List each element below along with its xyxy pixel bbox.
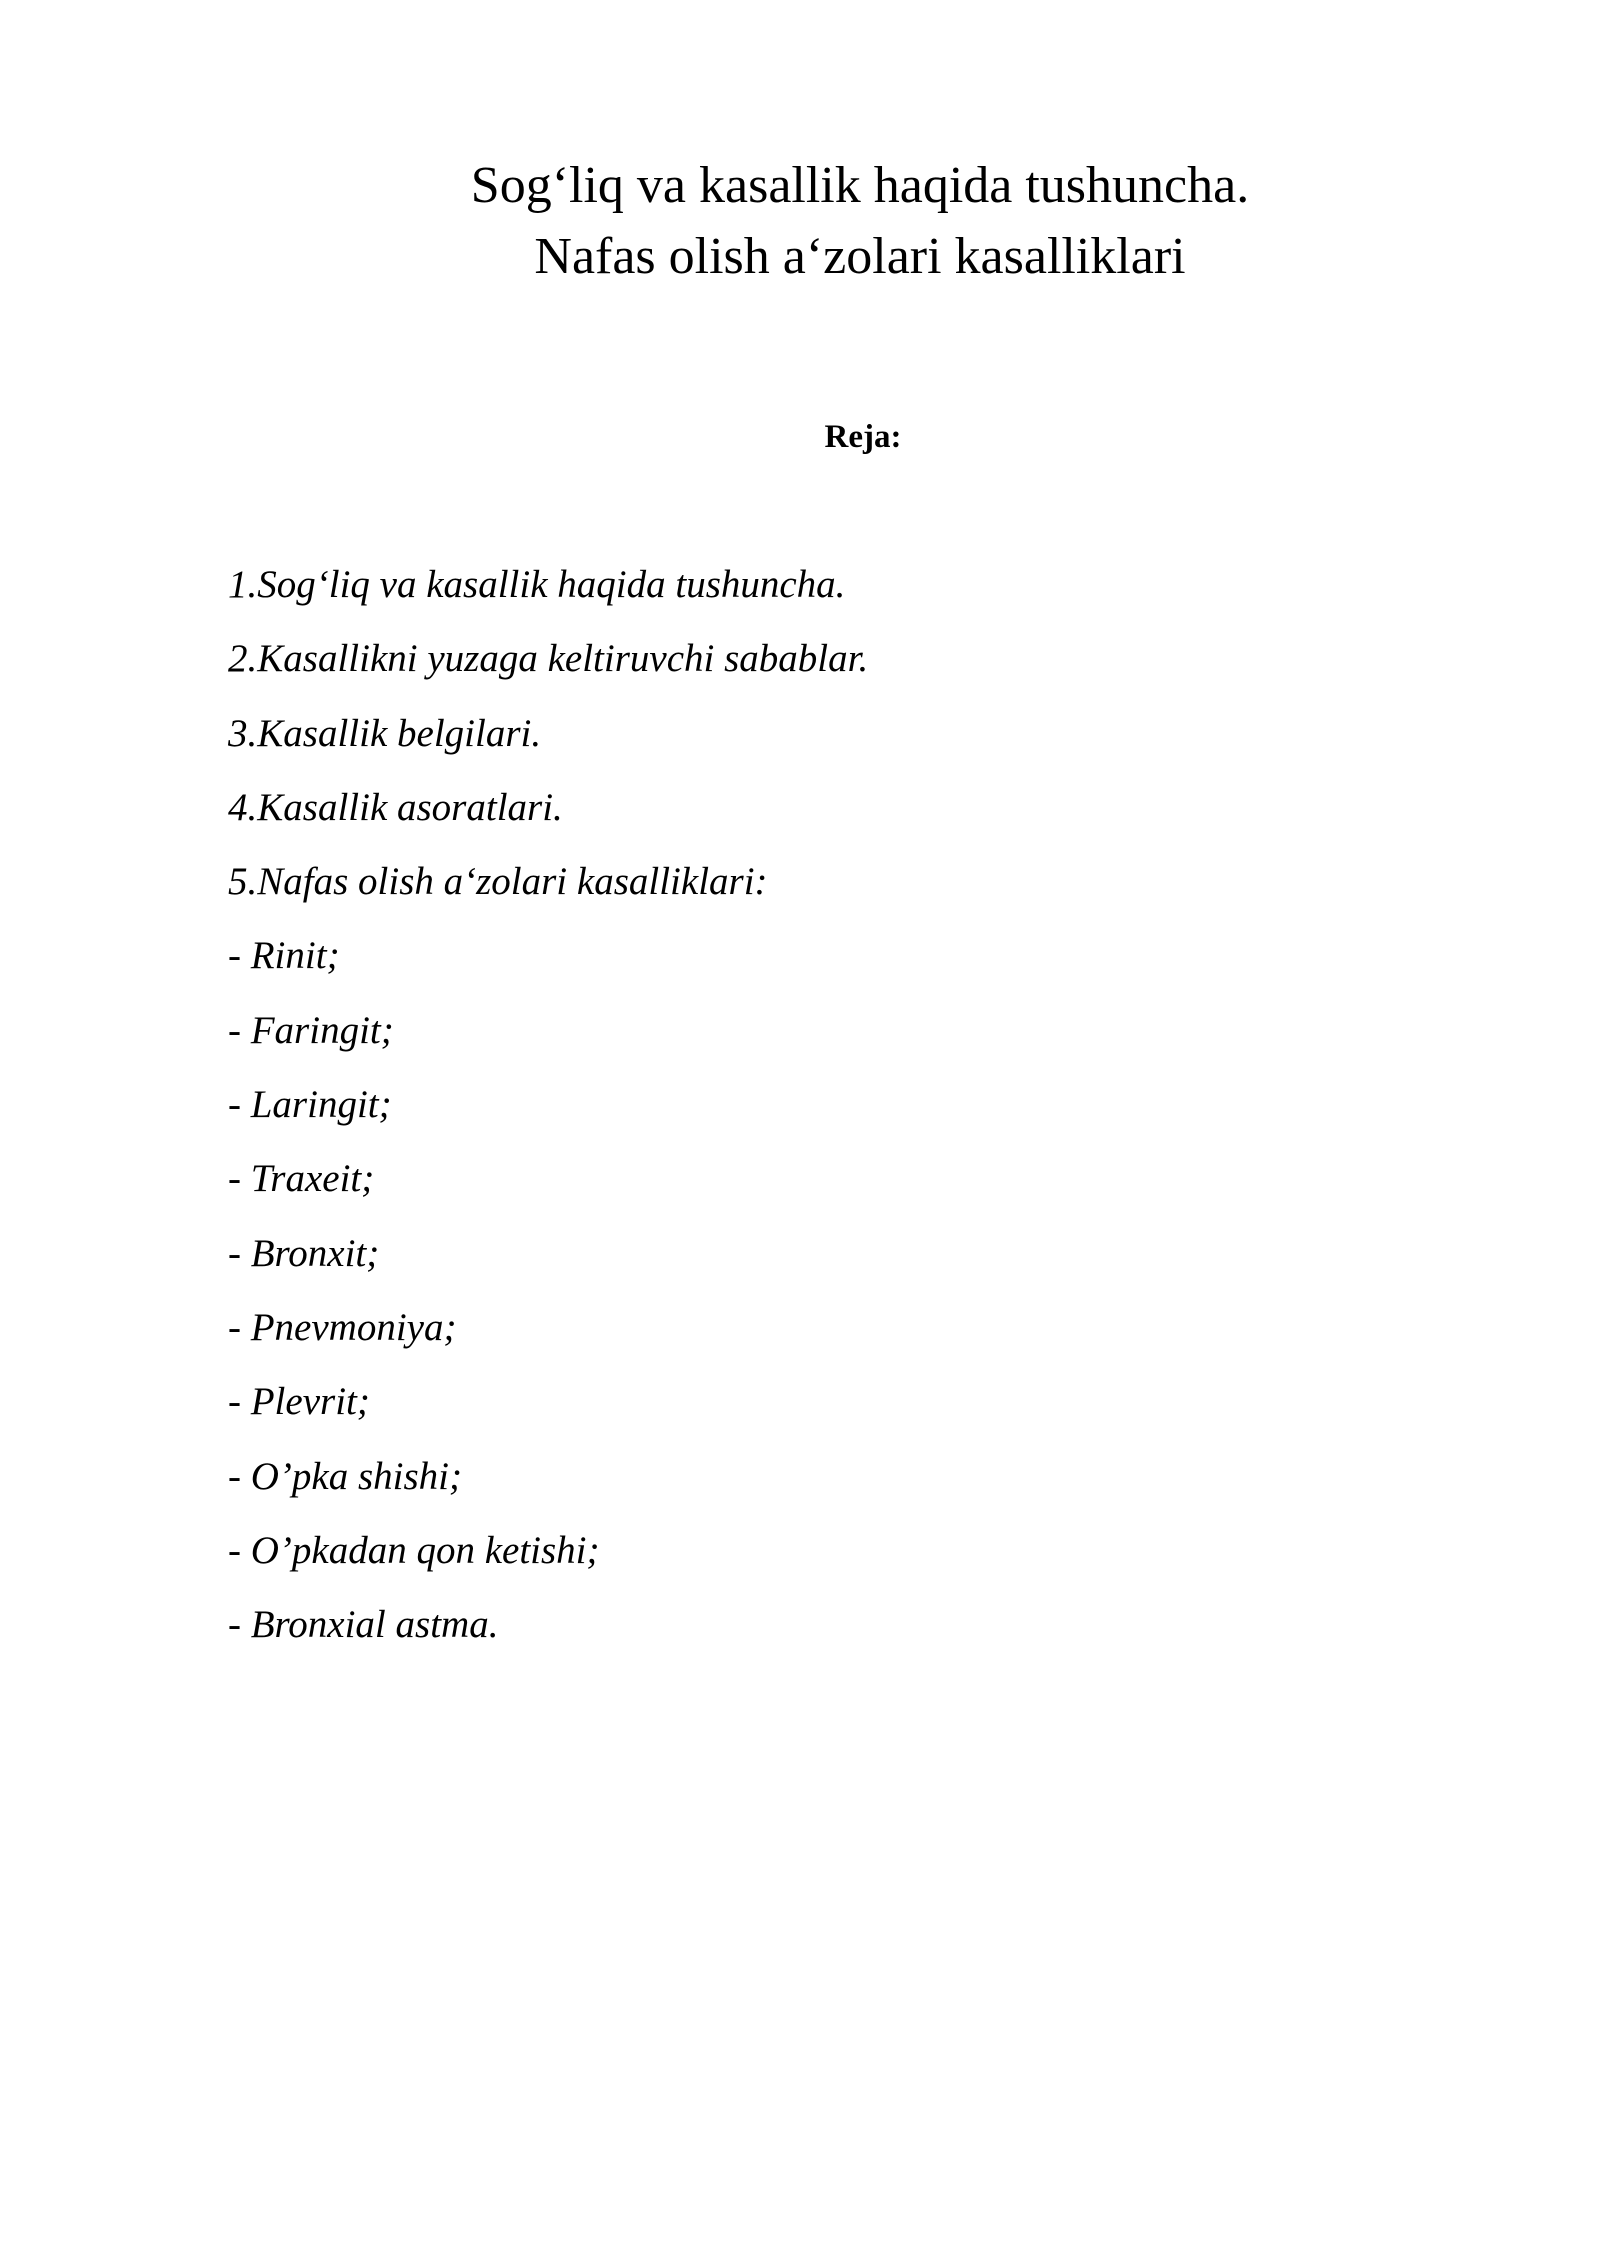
document-title xyxy=(380,150,1340,292)
plan-item: - Traxeit; xyxy=(228,1157,375,1201)
plan-item: 3.Kasallik belgilari. xyxy=(228,711,542,755)
plan-item: 4.Kasallik asoratlari. xyxy=(228,785,563,829)
plan-item: 1.Sog‘liq va kasallik haqida tushuncha. xyxy=(228,563,846,606)
title-line: Nafas olish a‘zolari kasalliklari xyxy=(534,228,1186,285)
plan-list xyxy=(228,548,868,1662)
plan-item: - Bronxit; xyxy=(228,1231,380,1275)
title-line: Sog‘liq va kasallik haqida tushuncha. xyxy=(470,157,1250,214)
plan-item: - Pnevmoniya; xyxy=(228,1305,457,1349)
plan-item: - Bronxial astma. xyxy=(228,1603,499,1647)
plan-item: 5.Nafas olish a‘zolari kasalliklari: xyxy=(228,860,768,904)
plan-item: 2.Kasallikni yuzaga keltiruvchi sabablar. xyxy=(228,637,869,681)
plan-heading: Reja: xyxy=(824,419,902,455)
plan-item: - O’pkadan qon ketishi; xyxy=(228,1528,600,1572)
plan-item: - O’pka shishi; xyxy=(228,1454,462,1498)
plan-item: - Plevrit; xyxy=(228,1380,370,1424)
plan-item: - Faringit; xyxy=(228,1008,394,1052)
plan-item: - Rinit; xyxy=(228,934,340,978)
plan-item: - Laringit; xyxy=(228,1083,392,1127)
